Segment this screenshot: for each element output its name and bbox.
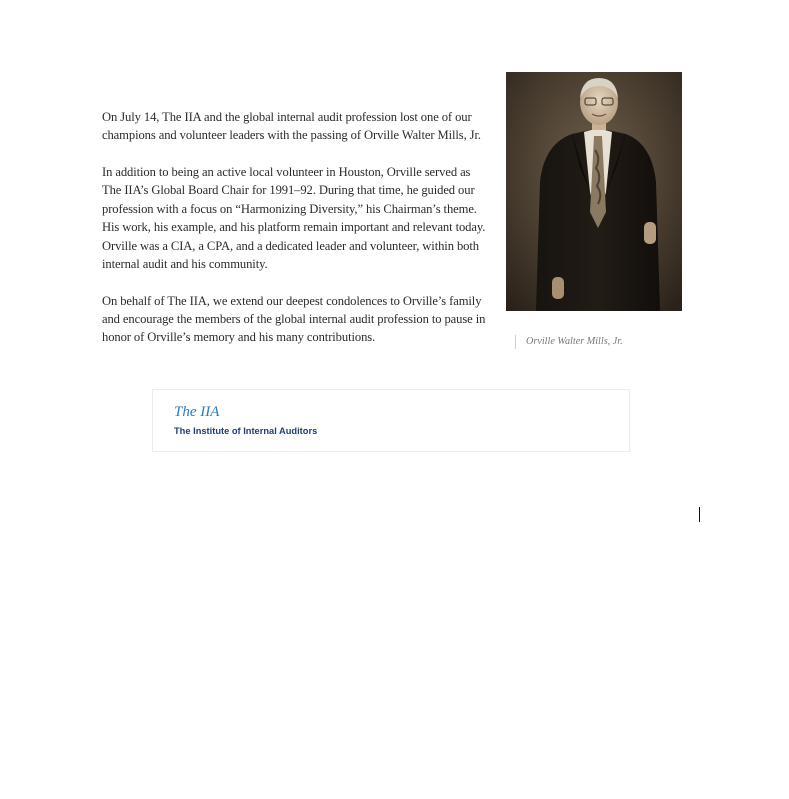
org-full-name: The Institute of Internal Auditors [174,426,318,436]
memorial-article [102,108,488,365]
article-paragraph: On behalf of The IIA, we extend our deepest condolences to Orville’s family and encourage the members of the global internal audit profession to pause in honor of Orville’s memory and his many contributions. [102,293,486,345]
org-logo-name: The IIA [174,404,220,420]
org-card [152,389,630,452]
portrait-photo [506,72,682,311]
photo-caption: Orville Walter Mills, Jr. [515,335,623,349]
article-paragraph: In addition to being an active local volunteer in Houston, Orville served as The IIA’s Global Board Chair for 1991–92. During that time, he guided our profession with a focus on “Harmonizing Diversity,” his Chairman’s theme. His work, his example, and his platform remain important and relevant today. Orville was a CIA, a CPA, and a dedicated leader and volunteer, within both internal audit and his community. [102,165,486,272]
article-paragraph: On July 14, The IIA and the global internal audit profession lost one of our champions and volunteer leaders with the passing of Orville Walter Mills, Jr. [102,110,481,143]
text-cursor [699,507,700,522]
